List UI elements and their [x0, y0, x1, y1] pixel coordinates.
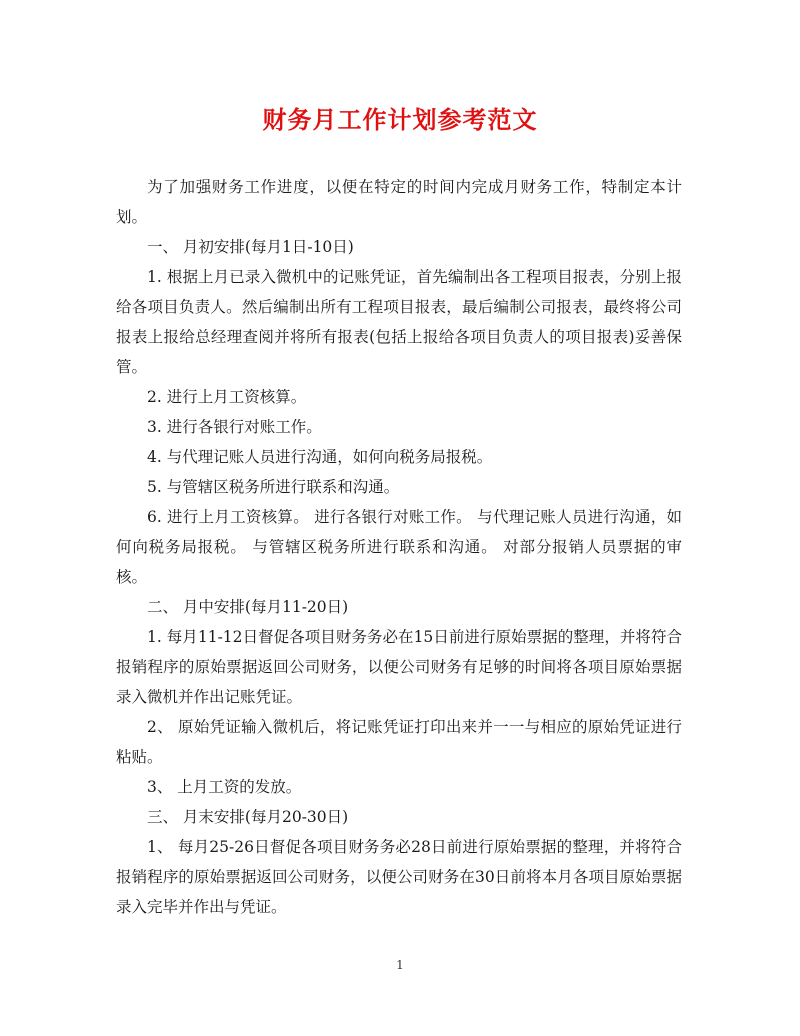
mid-month-item-3: 3、 上月工资的发放。: [147, 778, 302, 796]
end-month-item-1: 1、 每月25-26日督促各项目财务务必28日前进行原始票据的整理，并将符合报销程序的原始票据返回公司财务，以便公司财务在30日前将本月各项目原始票据录入完毕并作出与凭证。: [116, 838, 682, 916]
early-month-item-1: 1. 根据上月已录入微机中的记账凭证，首先编制出各工程项目报表，分别上报给各项目负责人。然后编制出所有工程项目报表，最后编制公司报表，最终将公司报表上报给总经理查阅并将所有报表(包括上报给各项目负责人的项目报表)妥善保管。: [116, 268, 682, 376]
section-heading-mid-month: 二、 月中安排(每月11-20日): [147, 598, 349, 616]
mid-month-item-2: 2、 原始凭证输入微机后，将记账凭证打印出来并一一与相应的原始凭证进行粘贴。: [116, 718, 682, 766]
section-heading-early-month: 一、 月初安排(每月1日-10日): [147, 238, 354, 256]
early-month-item-4: 4. 与代理记账人员进行沟通，如何向税务局报税。: [147, 448, 493, 466]
section-heading-end-month: 三、 月末安排(每月20-30日): [147, 808, 349, 826]
document-body: [116, 172, 682, 922]
mid-month-item-1: 1. 每月11-12日督促各项目财务务必在15日前进行原始票据的整理，并将符合报销程序的原始票据返回公司财务，以便公司财务有足够的时间将各项目原始票据录入微机并作出记账凭证。: [116, 628, 682, 706]
intro-paragraph: 为了加强财务工作进度，以便在特定的时间内完成月财务工作，特制定本计划。: [116, 178, 682, 226]
early-month-item-6: 6. 进行上月工资核算。 进行各银行对账工作。 与代理记账人员进行沟通，如何向税务局报税。 与管辖区税务所进行联系和沟通。 对部分报销人员票据的审核。: [116, 508, 682, 586]
page-number: 1: [396, 958, 404, 972]
early-month-item-5: 5. 与管辖区税务所进行联系和沟通。: [147, 478, 400, 496]
early-month-item-2: 2. 进行上月工资核算。: [147, 388, 307, 406]
early-month-item-3: 3. 进行各银行对账工作。: [147, 418, 322, 436]
document-title: 财务月工作计划参考范文: [262, 105, 538, 134]
